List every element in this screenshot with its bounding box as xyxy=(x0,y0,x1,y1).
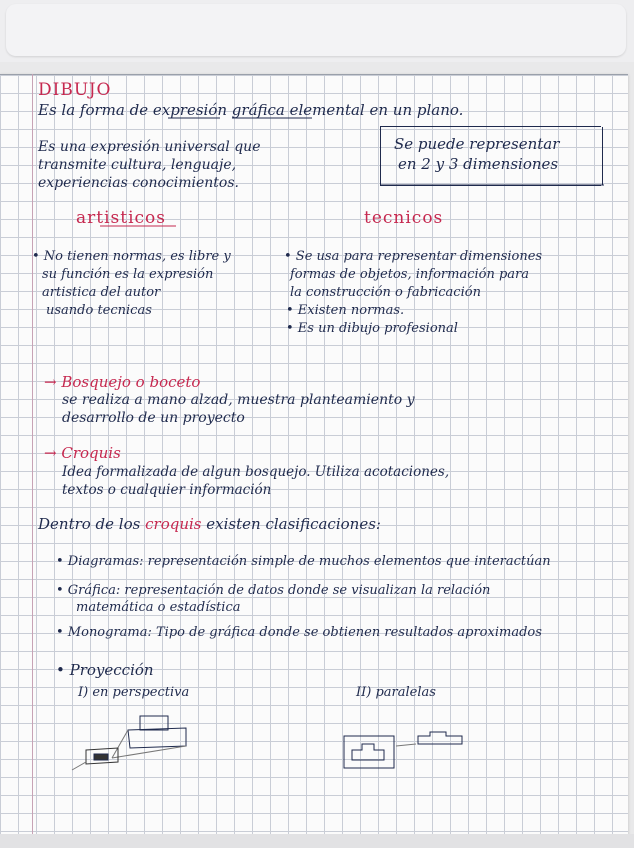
item-monograma: • Monograma: Tipo de gráfica donde se obtienen resultados aproximados xyxy=(56,625,542,640)
definition: Es la forma de expresión gráfica elemental en un plano. xyxy=(38,101,464,119)
item-grafica: • Gráfica: representación de datos donde se visualizan la relación xyxy=(56,583,491,598)
perspective-sketch xyxy=(72,716,186,770)
intro-line-3: experiencias conocimientos. xyxy=(38,175,239,191)
artisticos-line-1: • No tienen normas, es libre y xyxy=(32,249,231,264)
bosquejo-line-1: se realiza a mano alzad, muestra planteamiento y xyxy=(62,392,415,408)
intro-line-1: Es una expresión universal que xyxy=(38,139,261,155)
parallel-sketch xyxy=(344,732,462,768)
croquis-line-2: textos o cualquier información xyxy=(62,482,272,498)
tecnicos-line-2: formas de objetos, información para xyxy=(290,267,530,282)
clasificaciones-prefix: Dentro de los xyxy=(38,515,141,533)
heading-tecnicos: tecnicos xyxy=(364,208,444,228)
proyeccion-heading: • Proyección xyxy=(56,661,154,679)
box-line-1: Se puede representar xyxy=(394,135,560,153)
tecnicos-line-4: • Existen normas. xyxy=(286,303,405,318)
tecnicos-line-1: • Se usa para representar dimensiones xyxy=(284,249,543,264)
tecnicos-line-5: • Es un dibujo profesional xyxy=(286,321,458,336)
proyeccion-left: I) en perspectiva xyxy=(78,685,190,700)
bosquejo-line-2: desarrollo de un proyecto xyxy=(62,410,245,426)
bosquejo-heading: → Bosquejo o boceto xyxy=(44,373,201,391)
croquis-heading: → Croquis xyxy=(44,444,121,462)
artisticos-line-2: su función es la expresión xyxy=(42,267,214,282)
box-line-2: en 2 y 3 dimensiones xyxy=(398,155,559,173)
heading-artisticos: artisticos xyxy=(76,208,167,228)
item-diagramas: • Diagramas: representación simple de muchos elementos que interactúan xyxy=(56,554,551,569)
artisticos-line-4: usando tecnicas xyxy=(46,303,152,318)
tecnicos-line-3: la construcción o fabricación xyxy=(290,285,481,300)
clasificaciones-suffix: existen clasificaciones: xyxy=(206,515,381,533)
artisticos-line-3: artistica del autor xyxy=(42,285,161,300)
croquis-line-1: Idea formalizada de algun bosquejo. Utiliza acotaciones, xyxy=(62,464,450,480)
intro-line-2: transmite cultura, lenguaje, xyxy=(38,157,237,173)
item-grafica-cont: matemática o estadística xyxy=(76,600,241,615)
proyeccion-right: II) paralelas xyxy=(356,685,436,700)
page-title: DIBUJO xyxy=(38,80,112,100)
clasificaciones-keyword: croquis xyxy=(145,515,202,533)
